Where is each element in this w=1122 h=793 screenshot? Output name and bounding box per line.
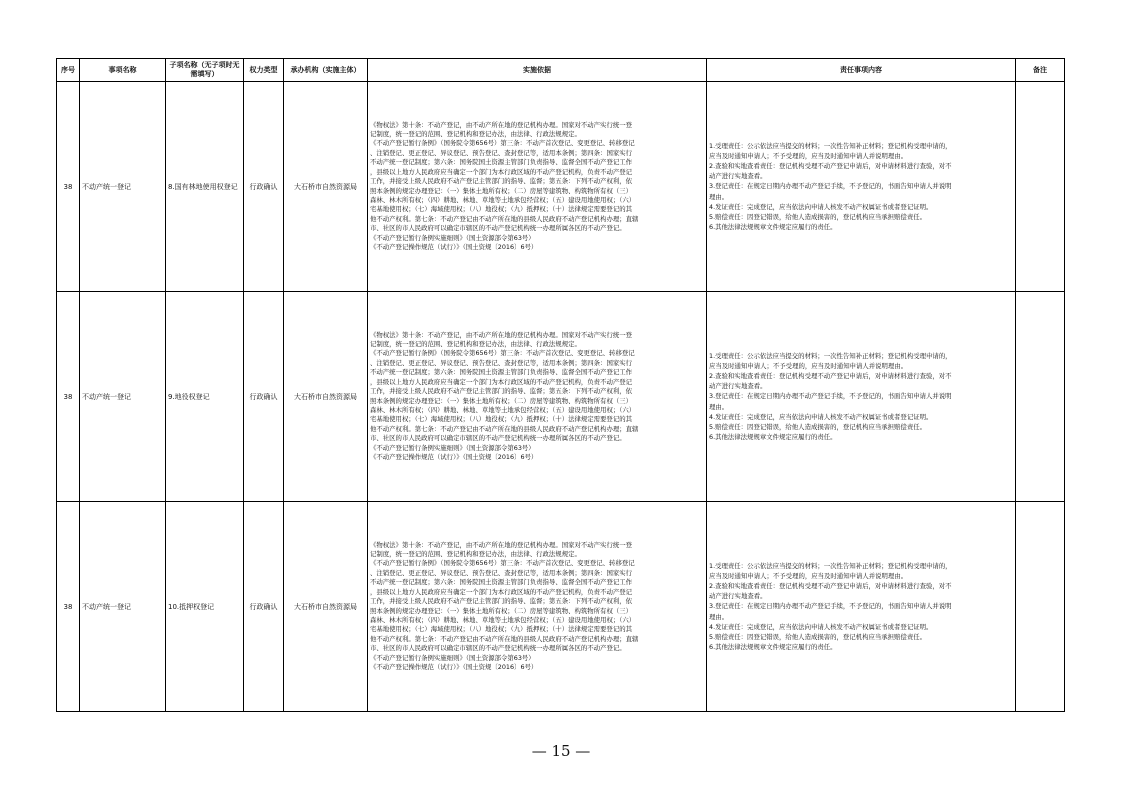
basis-line: 、注销登记、更正登记、异议登记、预告登记、查封登记等，适用本条例；第四条：国家实行 [370, 568, 633, 577]
basis-line: 工作，并接受上级人民政府不动产登记主管部门的指导、监督；第五条：下列不动产权利，依 [370, 177, 633, 186]
basis-line: 森林、林木所有权；（四）耕地、林地、草地等土地承包经营权；（五）建设用地使用权；（六） [370, 195, 636, 204]
cell-agency: 大石桥市自然资源局 [284, 502, 368, 712]
basis-line: 《不动产登记操作规范（试行）》（国土资规〔2016〕6号） [370, 452, 538, 461]
cell-item-name: 不动产统一登记 [80, 502, 166, 712]
basis-line: 市、社区的市人民政府可以确定市辖区的不动产登记机构统一办理所属各区的不动产登记。 [370, 434, 626, 443]
header-sub-item-name: 子项名称（无子项时无需填写） [166, 59, 244, 82]
cell-item-name: 不动产统一登记 [80, 292, 166, 502]
header-power-type: 权力类型 [244, 59, 284, 82]
cell-responsibility [707, 502, 1016, 712]
responsibility-line: 3.登记责任：在规定日期内办理不动产登记手续，不予登记的，书面告知申请人并说明 [709, 392, 952, 401]
basis-line: 《不动产登记暂行条例》（国务院令第656号）第三条：不动产首次登记、变更登记、转移登记 [370, 139, 635, 148]
responsibility-line: 2.查验和实地查看责任：登记机构受理不动产登记申请后，对申请材料进行查验，对不 [709, 581, 952, 590]
basis-line: 不动产统一登记制度；第六条：国务院国土资源主管部门负责指导、监督全国不动产登记工作 [370, 578, 633, 587]
basis-line: 森林、林木所有权；（四）耕地、林地、草地等土地承包经营权；（五）建设用地使用权；（六） [370, 615, 636, 624]
cell-responsibility [707, 292, 1016, 502]
header-responsibility: 责任事项内容 [707, 59, 1016, 82]
cell-power-type: 行政确认 [244, 502, 284, 712]
cell-remarks [1016, 292, 1065, 502]
table-row [57, 502, 1065, 712]
responsibility-line: 理由。 [709, 192, 729, 201]
basis-line: 照本条例的规定办理登记：（一）集体土地所有权；（二）房屋等建筑物、构筑物所有权（三） [370, 606, 633, 615]
page-number: — 15 — [531, 742, 591, 760]
header-basis: 实施依据 [368, 59, 707, 82]
basis-line: 宅基地使用权；（七）海域使用权；（八）地役权；（九）抵押权；（十）法律规定需要登记的其 [370, 205, 632, 214]
basis-line: 《不动产登记暂行条例实施细则》（国土资源部令第63号） [370, 653, 535, 662]
basis-line: ，县级以上地方人民政府应当确定一个部门为本行政区域的不动产登记机构，负责不动产登记 [370, 167, 633, 176]
cell-seq: 38 [57, 292, 80, 502]
basis-line: 不动产统一登记制度；第六条：国务院国土资源主管部门负责指导、监督全国不动产登记工作 [370, 368, 633, 377]
responsibility-line: 6.其他法律法规规章文件规定应履行的责任。 [709, 643, 837, 652]
basis-line: 《不动产登记暂行条例》（国务院令第656号）第三条：不动产首次登记、变更登记、转移登记 [370, 559, 635, 568]
responsibility-line: 2.查验和实地查看责任：登记机构受理不动产登记申请后，对申请材料进行查验，对不 [709, 161, 952, 170]
header-item-name: 事项名称 [80, 59, 166, 82]
basis-line: 记制度，统一登记的范围、登记机构和登记办法，由法律、行政法规规定。 [370, 550, 581, 559]
responsibility-line: 应当及时通知申请人；不予受理的，应当及时通知申请人并说明理由。 [709, 361, 908, 370]
table-row [57, 82, 1065, 292]
responsibility-line: 5.赔偿责任：因登记错误，给他人造成损害的，登记机构应当承担赔偿责任。 [709, 213, 926, 221]
basis-line: 《不动产登记暂行条例实施细则》（国土资源部令第63号） [370, 443, 535, 452]
basis-line: 、注销登记、更正登记、异议登记、预告登记、查封登记等，适用本条例；第四条：国家实行 [370, 148, 633, 157]
basis-line: 《物权法》第十条：不动产登记，由不动产所在地的登记机构办理。国家对不动产实行统一登 [370, 330, 633, 339]
table-row [57, 292, 1065, 502]
basis-line: 他不动产权利。第七条：不动产登记由不动产所在地的县级人民政府不动产登记机构办理；直辖 [370, 634, 639, 643]
responsibility-line: 2.查验和实地查看责任：登记机构受理不动产登记申请后，对申请材料进行查验，对不 [709, 371, 952, 380]
cell-basis [368, 502, 707, 712]
responsibility-line: 4.发证责任：完成登记，应当依法向申请人核发不动产权属证书或者登记证明。 [709, 202, 933, 211]
basis-line: 《物权法》第十条：不动产登记，由不动产所在地的登记机构办理。国家对不动产实行统一登 [370, 540, 633, 549]
responsibility-line: 应当及时通知申请人；不予受理的，应当及时通知申请人并说明理由。 [709, 151, 908, 160]
responsibility-line: 应当及时通知申请人；不予受理的，应当及时通知申请人并说明理由。 [709, 571, 908, 580]
header-remarks: 备注 [1016, 59, 1065, 82]
basis-line: 工作，并接受上级人民政府不动产登记主管部门的指导、监督；第五条：下列不动产权利，依 [370, 597, 633, 606]
cell-sub-item-name: 8.国有林地使用权登记 [166, 82, 244, 292]
basis-line: 《不动产登记暂行条例实施细则》（国土资源部令第63号） [370, 233, 535, 242]
basis-line: 《不动产登记操作规范（试行）》（国土资规〔2016〕6号） [370, 662, 538, 671]
responsibility-line: 理由。 [709, 612, 729, 621]
basis-line: 记制度，统一登记的范围、登记机构和登记办法，由法律、行政法规规定。 [370, 340, 581, 349]
power-list-table [56, 58, 1065, 712]
basis-line: 《物权法》第十条：不动产登记，由不动产所在地的登记机构办理。国家对不动产实行统一登 [370, 120, 633, 129]
responsibility-line: 1.受理责任：公示依法应当提交的材料；一次性告知补正材料；登记机构受理申请的， [709, 141, 952, 150]
responsibility-line: 5.赔偿责任：因登记错误，给他人造成损害的，登记机构应当承担赔偿责任。 [709, 423, 926, 431]
cell-agency: 大石桥市自然资源局 [284, 82, 368, 292]
responsibility-line: 理由。 [709, 402, 729, 411]
basis-line: 照本条例的规定办理登记：（一）集体土地所有权；（二）房屋等建筑物、构筑物所有权（三） [370, 186, 633, 195]
cell-power-type: 行政确认 [244, 82, 284, 292]
responsibility-line: 1.受理责任：公示依法应当提交的材料；一次性告知补正材料；登记机构受理申请的， [709, 561, 952, 570]
basis-line: 《不动产登记操作规范（试行）》（国土资规〔2016〕6号） [370, 242, 538, 251]
responsibility-line: 6.其他法律法规规章文件规定应履行的责任。 [709, 223, 837, 232]
cell-seq: 38 [57, 82, 80, 292]
cell-item-name: 不动产统一登记 [80, 82, 166, 292]
basis-line: 宅基地使用权；（七）海域使用权；（八）地役权；（九）抵押权；（十）法律规定需要登记的其 [370, 415, 632, 424]
header-seq: 序号 [57, 59, 80, 82]
basis-line: 工作，并接受上级人民政府不动产登记主管部门的指导、监督；第五条：下列不动产权利，依 [370, 387, 633, 396]
responsibility-line: 动产进行实地查看。 [709, 592, 767, 601]
cell-power-type: 行政确认 [244, 292, 284, 502]
basis-line: 他不动产权利。第七条：不动产登记由不动产所在地的县级人民政府不动产登记机构办理；直辖 [370, 214, 639, 223]
basis-line: 宅基地使用权；（七）海域使用权；（八）地役权；（九）抵押权；（十）法律规定需要登记的其 [370, 625, 632, 634]
responsibility-line: 动产进行实地查看。 [709, 172, 767, 181]
responsibility-line: 动产进行实地查看。 [709, 382, 767, 391]
responsibility-line: 6.其他法律法规规章文件规定应履行的责任。 [709, 433, 837, 442]
basis-line: ，县级以上地方人民政府应当确定一个部门为本行政区域的不动产登记机构，负责不动产登记 [370, 587, 633, 596]
responsibility-line: 4.发证责任：完成登记，应当依法向申请人核发不动产权属证书或者登记证明。 [709, 622, 933, 631]
cell-remarks [1016, 82, 1065, 292]
cell-agency: 大石桥市自然资源局 [284, 292, 368, 502]
table-header-row [57, 59, 1065, 82]
basis-line: 照本条例的规定办理登记：（一）集体土地所有权；（二）房屋等建筑物、构筑物所有权（三） [370, 396, 633, 405]
basis-line: 市、社区的市人民政府可以确定市辖区的不动产登记机构统一办理所属各区的不动产登记。 [370, 224, 626, 233]
cell-remarks [1016, 502, 1065, 712]
cell-basis [368, 82, 707, 292]
basis-line: 森林、林木所有权；（四）耕地、林地、草地等土地承包经营权；（五）建设用地使用权；（六） [370, 405, 636, 414]
cell-sub-item-name: 9.地役权登记 [166, 292, 244, 502]
basis-line: 不动产统一登记制度；第六条：国务院国土资源主管部门负责指导、监督全国不动产登记工作 [370, 158, 633, 167]
basis-line: 、注销登记、更正登记、异议登记、预告登记、查封登记等，适用本条例；第四条：国家实行 [370, 358, 633, 367]
basis-line: 市、社区的市人民政府可以确定市辖区的不动产登记机构统一办理所属各区的不动产登记。 [370, 644, 626, 653]
cell-responsibility [707, 82, 1016, 292]
cell-seq: 38 [57, 502, 80, 712]
basis-line: 《不动产登记暂行条例》（国务院令第656号）第三条：不动产首次登记、变更登记、转移登记 [370, 349, 635, 358]
responsibility-line: 1.受理责任：公示依法应当提交的材料；一次性告知补正材料；登记机构受理申请的， [709, 351, 952, 360]
cell-basis [368, 292, 707, 502]
header-agency: 承办机构（实施主体） [284, 59, 368, 82]
basis-line: ，县级以上地方人民政府应当确定一个部门为本行政区域的不动产登记机构，负责不动产登记 [370, 377, 633, 386]
responsibility-line: 3.登记责任：在规定日期内办理不动产登记手续，不予登记的，书面告知申请人并说明 [709, 182, 952, 191]
responsibility-line: 4.发证责任：完成登记，应当依法向申请人核发不动产权属证书或者登记证明。 [709, 412, 933, 421]
basis-line: 记制度，统一登记的范围、登记机构和登记办法，由法律、行政法规规定。 [370, 130, 581, 139]
basis-line: 他不动产权利。第七条：不动产登记由不动产所在地的县级人民政府不动产登记机构办理；直辖 [370, 424, 639, 433]
cell-sub-item-name: 10.抵押权登记 [166, 502, 244, 712]
responsibility-line: 3.登记责任：在规定日期内办理不动产登记手续，不予登记的，书面告知申请人并说明 [709, 602, 952, 611]
responsibility-line: 5.赔偿责任：因登记错误，给他人造成损害的，登记机构应当承担赔偿责任。 [709, 633, 926, 641]
